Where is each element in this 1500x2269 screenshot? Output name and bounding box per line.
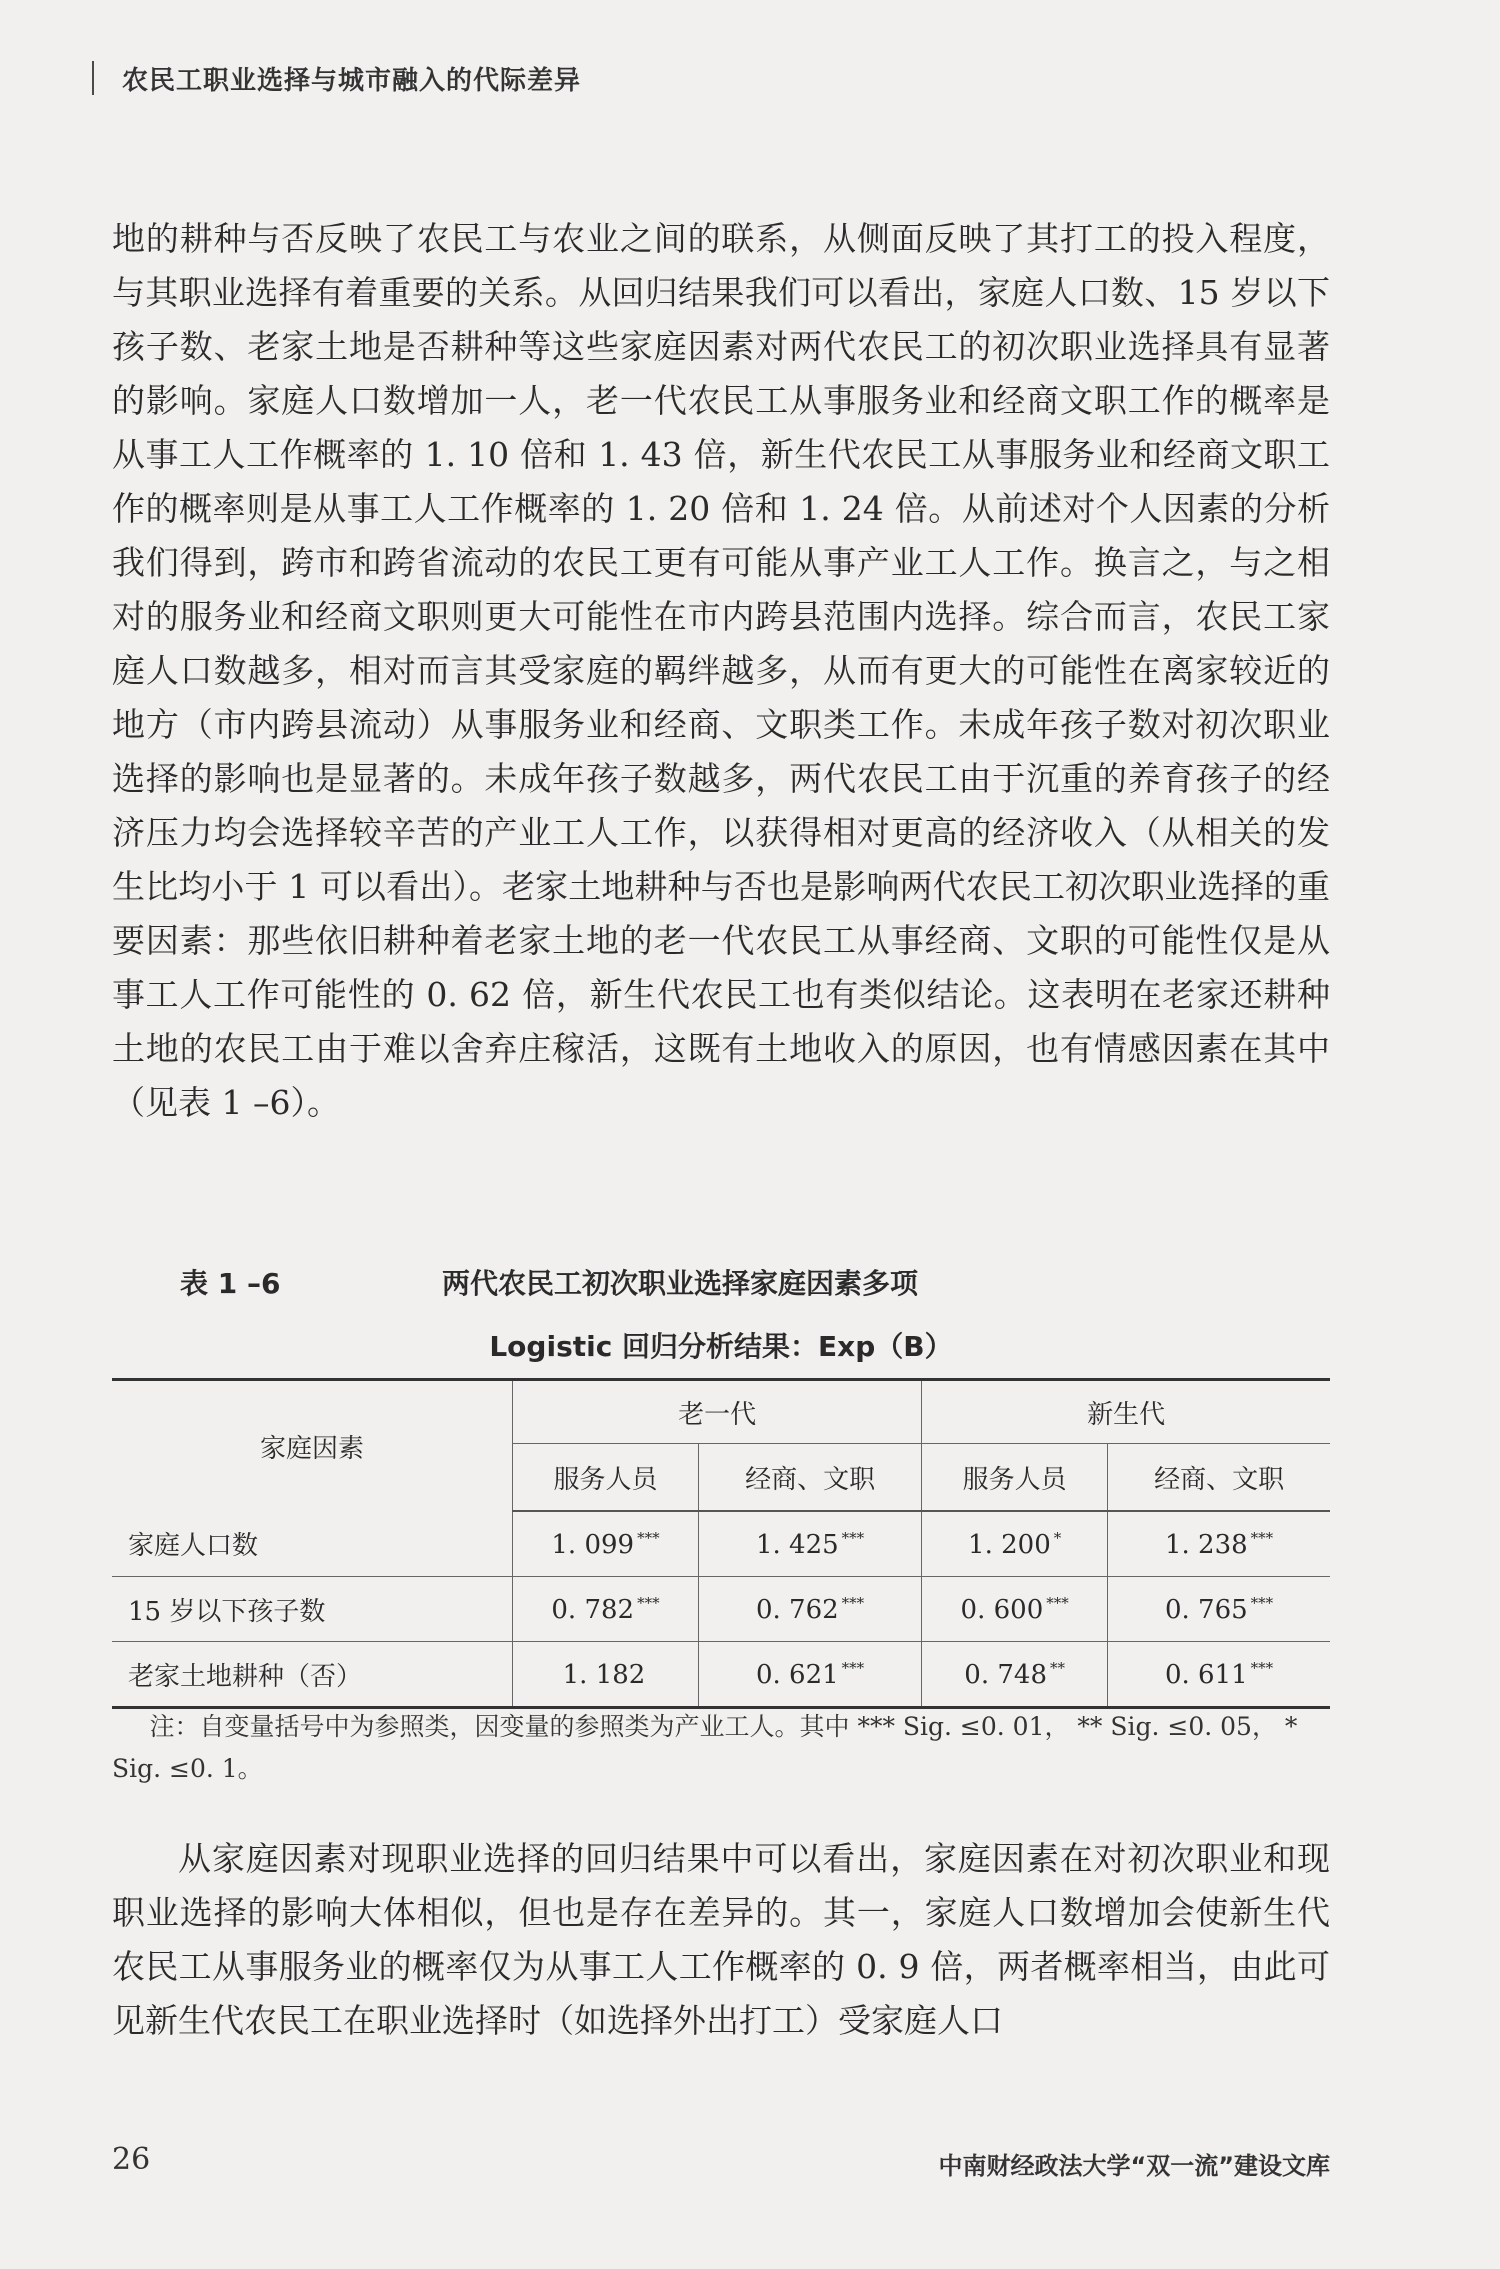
significance-mark: *** [1250,1528,1274,1547]
significance-mark: *** [841,1658,865,1677]
factor-header: 家庭因素 [112,1380,513,1512]
significance-mark: ** [1050,1658,1065,1677]
body-paragraph-1: 地的耕种与否反映了农民工与农业之间的联系，从侧面反映了其打工的投入程度，与其职业选择有着重要的关系。从回归结果我们可以看出，家庭人口数、15 岁以下孩子数、老家土地是否耕种等这些家庭因素对两代农民工的初次职业选择具有显著的影响。家庭人口数增加一人，老一代农民工从事服务业和经商文职工作的概率是从事工人工作概率的 1. 10 倍和 1. 43 倍，新生代农民工从事服务业和经商文职工作的概率则是从事工人工作概率的 1. 20 倍和 1. 24 倍。从前述对个人因素的分析我们得到，跨市和跨省流动的农民工更有可能从事产业工人工作。换言之，与之相对的服务业和经商文职则更大可能性在市内跨县范围内选择。综合而言，农民工家庭人口数越多，相对而言其受家庭的羁绊越多，从而有更大的可能性在离家较近的地方（市内跨县流动）从事服务业和经商、文职类工作。未成年孩子数对初次职业选择的影响也是显著的。未成年孩子数越多，两代农民工由于沉重的养育孩子的经济压力均会选择较辛苦的产业工人工作，以获得相对更高的经济收入（从相关的发生比均小于 1 可以看出）。老家土地耕种与否也是影响两代农民工初次职业选择的重要因素：那些依旧耕种着老家土地的老一代农民工从事经商、文职的可能性仅是从事工人工作可能性的 0. 62 倍，新生代农民工也有类似结论。这表明在老家还耕种土地的农民工由于难以舍弃庄稼活，这既有土地收入的原因，也有情感因素在其中（见表 1 –6）。 [112,219,1330,1122]
significance-mark: *** [1046,1593,1069,1612]
table-cell: 0. 621 *** [699,1642,922,1708]
table-cell: 0. 765 *** [1108,1577,1330,1642]
table-cell: 0. 748 ** [922,1642,1108,1708]
table-cell: 0. 782 *** [513,1577,699,1642]
significance-mark: *** [637,1593,660,1612]
table-row [112,1577,1330,1642]
group-header-new: 新生代 [922,1380,1330,1444]
table-cell: 1. 182 [513,1642,699,1708]
table-cell: 0. 611 *** [1108,1642,1330,1708]
row-label: 家庭人口数 [112,1511,513,1577]
regression-table [112,1378,1330,1709]
running-header [92,58,581,98]
page-number: 26 [112,2142,151,2177]
table-cell: 0. 762 *** [699,1577,922,1642]
subheader-new-service: 服务人员 [922,1444,1108,1512]
table-label: 表 1 –6 [180,1267,281,1300]
body-paragraph-2: 从家庭因素对现职业选择的回归结果中可以看出，家庭因素在对初次职业和现职业选择的影响大体相似，但也是存在差异的。其一，家庭人口数增加会使新生代农民工从事服务业的概率仅为从事工人工作概率的 0. 9 倍，两者概率相当，由此可见新生代农民工在职业选择时（如选择外出打工）受家庭人口 [112,1839,1330,2040]
table-row [112,1511,1330,1577]
subheader-new-business: 经商、文职 [1108,1444,1330,1512]
table-cell: 1. 238 *** [1108,1511,1330,1577]
significance-mark: *** [841,1528,865,1547]
table-note: 注：自变量括号中为参照类，因变量的参照类为产业工人。其中 *** Sig. ≤0. 01， ** Sig. ≤0. 05， * Sig. ≤0. 1。 [112,1712,1298,1783]
row-label: 15 岁以下孩子数 [112,1577,513,1642]
table-cell: 1. 200 * [922,1511,1108,1577]
table-caption [112,1262,1330,1302]
significance-mark: *** [637,1528,660,1547]
book-title: 农民工职业选择与城市融入的代际差异 [122,65,582,96]
table-row [112,1642,1330,1708]
significance-mark: *** [841,1593,865,1612]
table-cell: 1. 099 *** [513,1511,699,1577]
row-label: 老家土地耕种（否） [112,1642,513,1708]
table-cell: 1. 425 *** [699,1511,922,1577]
footer-series-title: 中南财经政法大学“双一流”建设文库 [938,2152,1330,2180]
subheader-old-service: 服务人员 [513,1444,699,1512]
significance-mark: *** [1250,1593,1274,1612]
table-title-line-2: Logistic 回归分析结果：Exp（B） [489,1330,953,1363]
significance-mark: * [1053,1528,1062,1547]
group-header-old: 老一代 [513,1380,922,1444]
header-rule [92,61,94,95]
table-cell: 0. 600 *** [922,1577,1108,1642]
table-title-line-1: 两代农民工初次职业选择家庭因素多项 [442,1267,919,1300]
significance-mark: *** [1250,1658,1274,1677]
subheader-old-business: 经商、文职 [699,1444,922,1512]
